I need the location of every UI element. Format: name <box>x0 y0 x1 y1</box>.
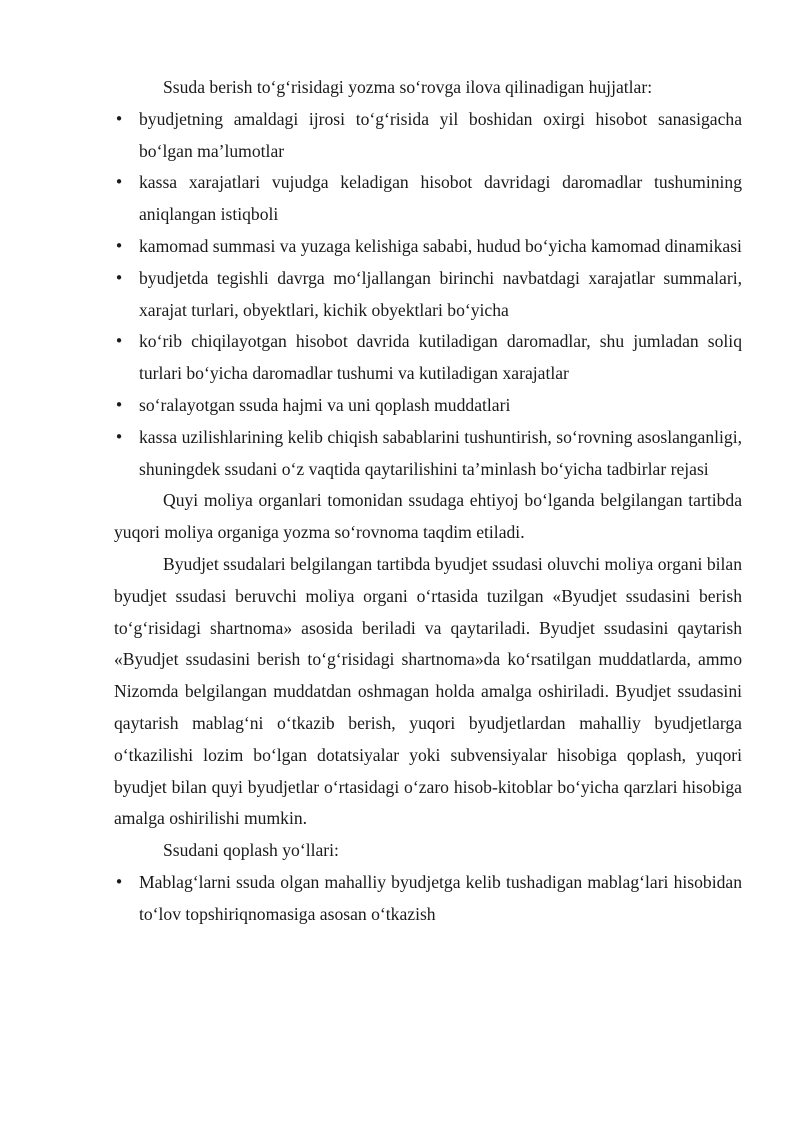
list-item <box>114 867 742 931</box>
list-item-text: kassa uzilishlarining kelib chiqish sabablarini tushuntirish, so‘rovning asoslanganligi, shuningdek ssudani o‘z vaqtida qaytarilishini ta’minlash bo‘yicha tadbirlar rejasi <box>139 426 742 479</box>
list-item <box>114 167 742 231</box>
list-item-text: so‘ralayotgan ssuda hajmi va uni qoplash muddatlari <box>139 394 511 415</box>
list-item-text: ko‘rib chiqilayotgan hisobot davrida kutiladigan daromadlar, shu jumladan soliq turlari bo‘yicha daromadlar tushumi va kutiladigan xarajatlar <box>139 331 742 384</box>
paragraph-loan-agreement: Byudjet ssudalari belgilangan tartibda byudjet ssudasi oluvchi moliya organi bilan byudjet ssudasi beruvchi moliya organi o‘rtasida tuzilgan «Byudjet ssudasini berish to‘g‘risidagi shartnoma» asosida beriladi va qaytariladi. Byudjet ssudasini qaytarish «Byudjet ssudasini berish to‘g‘risidagi shartnoma»da ko‘rsatilgan muddatlarda, ammo Nizomda belgilangan muddatdan oshmagan holda amalga oshiriladi. Byudjet ssudasini qaytarish mablag‘ni o‘tkazib berish, yuqori byudjetlardan mahalliy byudjetlarga o‘tkazilishi lozim bo‘lgan dotatsiyalar yoki subvensiyalar hisobiga qoplash, yuqori byudjet bilan quyi byudjetlar o‘rtasidagi o‘zaro hisob-kitoblar bo‘yicha qarzlari hisobiga amalga oshirilishi mumkin. <box>114 553 742 829</box>
bullet-icon: • <box>114 268 124 287</box>
repayment-list <box>114 867 742 931</box>
bullet-icon: • <box>114 427 124 446</box>
list-item-text: byudjetda tegishli davrga mo‘ljallangan birinchi navbatdagi xarajatlar summalari, xarajat turlari, obyektlari, kichik obyektlari bo‘yicha <box>139 267 742 320</box>
list-item-text: byudjetning amaldagi ijrosi to‘g‘risida yil boshidan oxirgi hisobot sanasigacha bo‘lgan ma’lumotlar <box>139 108 742 161</box>
list-item <box>114 390 742 422</box>
bullet-icon: • <box>114 173 124 192</box>
list-item-text: Mablag‘larni ssuda olgan mahalliy byudjetga kelib tushadigan mablag‘lari hisobidan to‘lov topshiriqnomasiga asosan o‘tkazish <box>139 871 742 924</box>
repayment-intro: Ssudani qoplash yo‘llari: <box>163 840 339 861</box>
bullet-icon: • <box>114 236 124 255</box>
bullet-icon: • <box>114 872 124 891</box>
list-item <box>114 263 742 327</box>
list-item-text: kassa xarajatlari vujudga keladigan hisobot davridagi daromadlar tushumining aniqlangan istiqboli <box>139 172 742 225</box>
list-item <box>114 231 742 263</box>
paragraph-request: Quyi moliya organlari tomonidan ssudaga ehtiyoj bo‘lganda belgilangan tartibda yuqori moliya organiga yozma so‘rovnoma taqdim etiladi. <box>114 490 742 543</box>
bullet-icon: • <box>114 395 124 414</box>
bullet-icon: • <box>114 332 124 351</box>
list-item <box>114 326 742 390</box>
list-item-text: kamomad summasi va yuzaga kelishiga sababi, hudud bo‘yicha kamomad dinamikasi <box>139 235 742 256</box>
list-item <box>114 422 742 486</box>
bullet-icon: • <box>114 109 124 128</box>
attachments-list <box>114 104 742 486</box>
attachments-intro: Ssuda berish to‘g‘risidagi yozma so‘rovga ilova qilinadigan hujjatlar: <box>163 77 653 97</box>
list-item <box>114 104 742 168</box>
document-page <box>114 72 742 931</box>
